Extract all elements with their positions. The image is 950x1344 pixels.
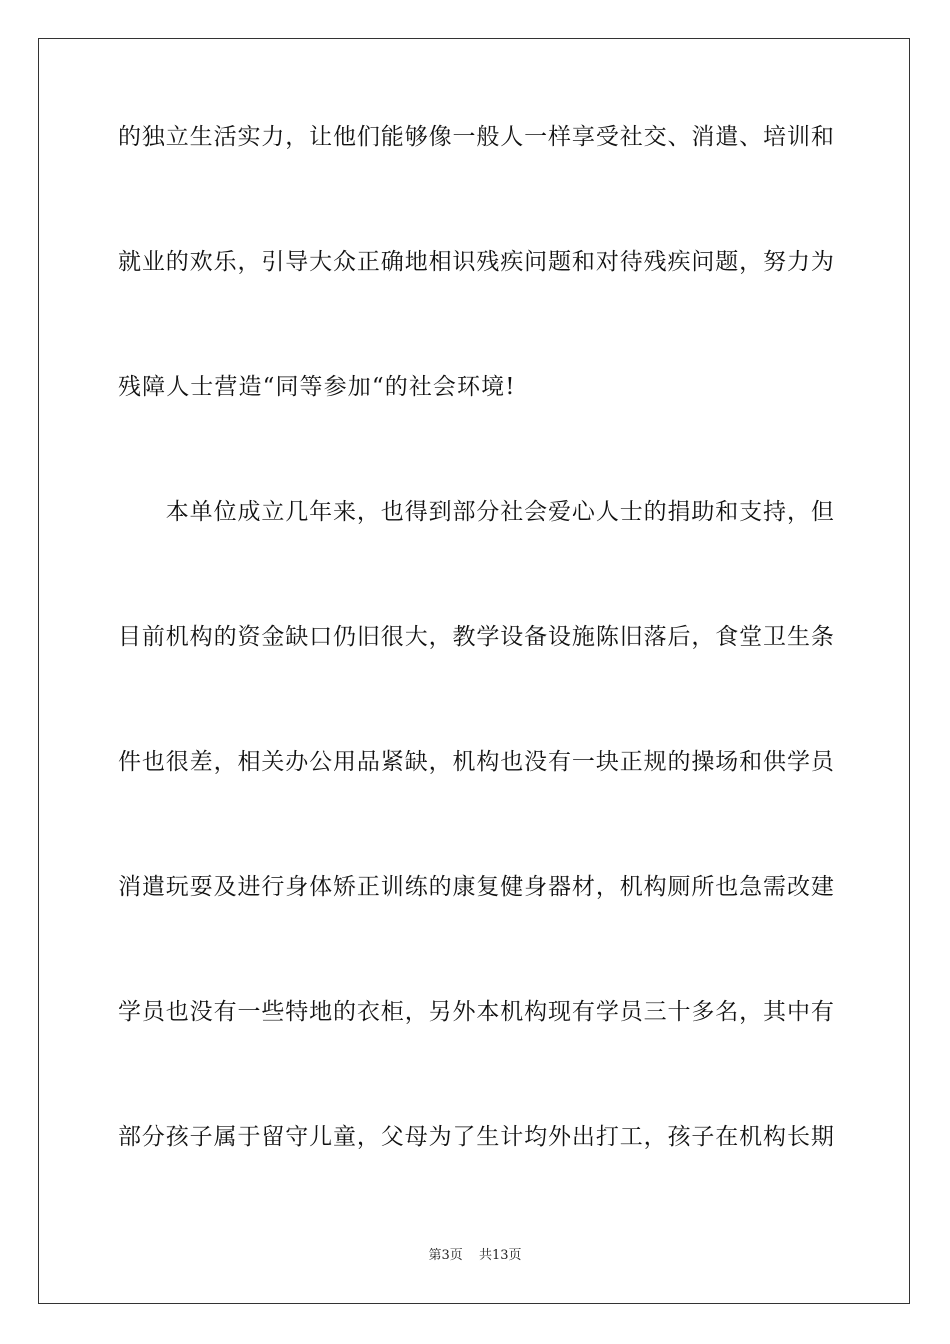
text-line: 目 前 机 构 的 资 金 缺 口 仍 旧 很 大 ， 教 学 设 备 设 施 陈 旧 落 后 ， 食 堂 卫 生 条 xyxy=(118,624,834,650)
page-number: 第3页 xyxy=(428,1248,463,1263)
text-line: 本 单 位 成 立 几 年 来 ， 也 得 到 部 分 社 会 爱 心 人 士 的 捐 助 和 支 持 ， 但 xyxy=(165,499,834,525)
page-total: 共13页 xyxy=(478,1248,522,1263)
text-line: 的 独 立 生 活 实 力 ， 让 他 们 能 够 像 一 般 人 一 样 享 受 社 交 、 消 遣 、 培 训 和 xyxy=(118,124,834,150)
text-line: 学 员 也 没 有 一 些 特 地 的 衣 柜 ， 另 外 本 机 构 现 有 学 员 三 十 多 名 ， 其 中 有 xyxy=(118,999,834,1025)
text-line: 消 遣 玩 耍 及 进 行 身 体 矫 正 训 练 的 康 复 健 身 器 材 ， 机 构 厕 所 也 急 需 改 建 xyxy=(118,874,834,900)
text-line: 部 分 孩 子 属 于 留 守 儿 童 ， 父 母 为 了 生 计 均 外 出 打 工 ， 孩 子 在 机 构 长 期 xyxy=(118,1124,834,1150)
text-line: 件 也 很 差 ， 相 关 办 公 用 品 紧 缺 ， 机 构 也 没 有 一 块 正 规 的 操 场 和 供 学 员 xyxy=(118,749,834,775)
page-border xyxy=(38,38,910,1304)
text-line: 残障人士营造“同等参加“的社会环境! xyxy=(118,374,516,400)
page-footer xyxy=(0,1248,950,1264)
text-line: 就 业 的 欢 乐 ， 引 导 大 众 正 确 地 相 识 残 疾 问 题 和 对 待 残 疾 问 题 ， 努 力 为 xyxy=(118,249,834,275)
